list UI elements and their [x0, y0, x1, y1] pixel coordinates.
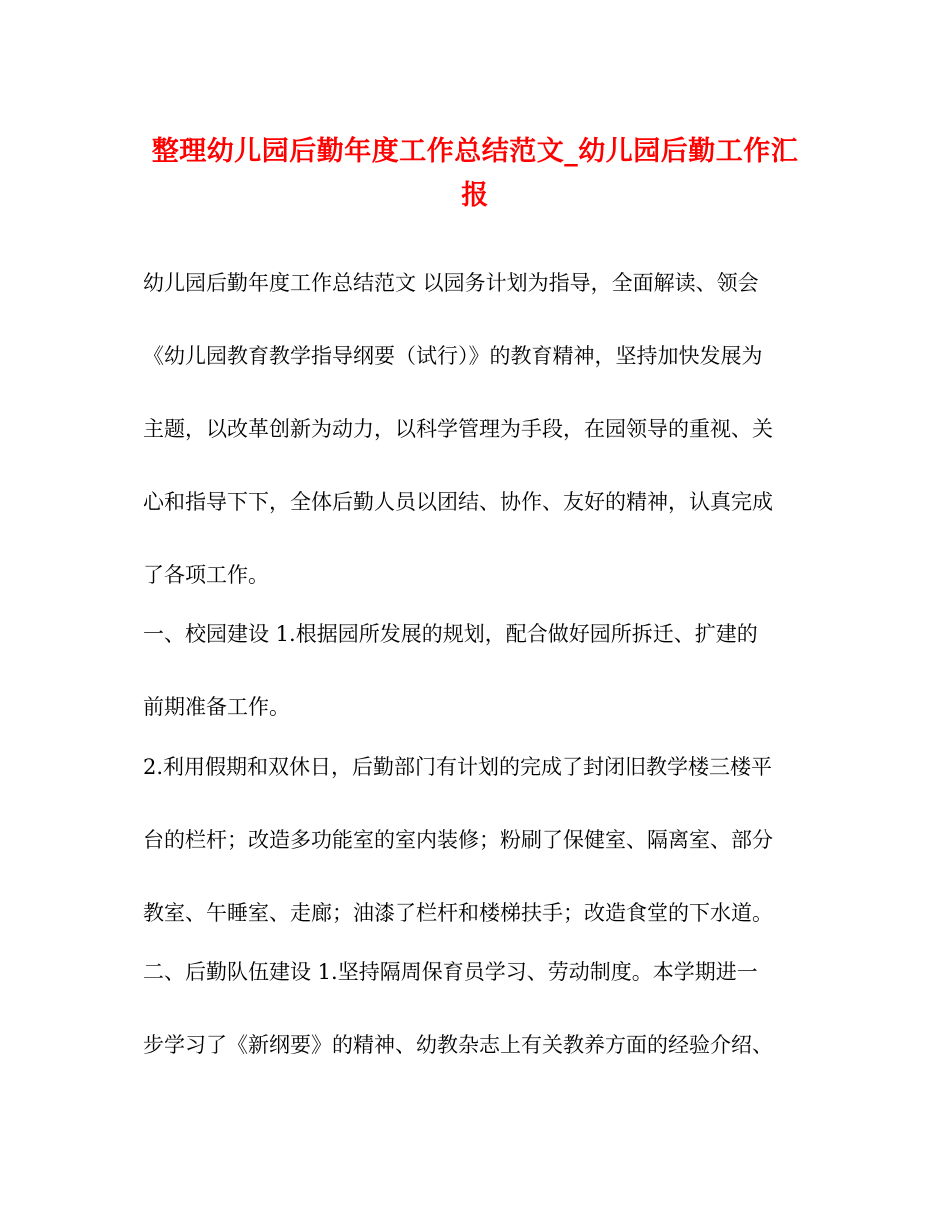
body-line-11: 二、后勤队伍建设 1.坚持隔周保育员学习、劳动制度。本学期进一 — [143, 960, 758, 984]
body-line-10: 教室、午睡室、走廊；油漆了栏杆和楼梯扶手；改造食堂的下水道。 — [143, 901, 773, 925]
document-title — [140, 130, 810, 218]
body-line-3: 主题，以改革创新为动力，以科学管理为手段，在园领导的重视、关 — [143, 417, 773, 441]
body-line-2: 《幼儿园教育教学指导纲要（试行）》的教育精神，坚持加快发展为 — [143, 344, 763, 368]
body-line-7: 前期准备工作。 — [143, 695, 290, 719]
body-line-8: 2.利用假期和双休日，后勤部门有计划的完成了封闭旧教学楼三楼平 — [143, 755, 773, 779]
title-line-2: 报 — [461, 180, 489, 211]
body-line-1: 幼儿园后勤年度工作总结范文 以园务计划为指导，全面解读、领会 — [143, 271, 759, 295]
title-line-1: 整理幼儿园后勤年度工作总结范文_幼儿园后勤工作汇 — [151, 136, 799, 167]
body-line-6: 一、校园建设 1.根据园所发展的规划，配合做好园所拆迁、扩建的 — [143, 622, 758, 646]
body-line-9: 台的栏杆；改造多功能室的室内装修；粉刷了保健室、隔离室、部分 — [143, 828, 773, 852]
body-line-4: 心和指导下下，全体后勤人员以团结、协作、友好的精神，认真完成 — [143, 490, 773, 514]
body-line-12: 步学习了《新纲要》的精神、幼教杂志上有关教养方面的经验介绍、 — [143, 1033, 773, 1057]
body-line-5: 了各项工作。 — [143, 563, 269, 587]
